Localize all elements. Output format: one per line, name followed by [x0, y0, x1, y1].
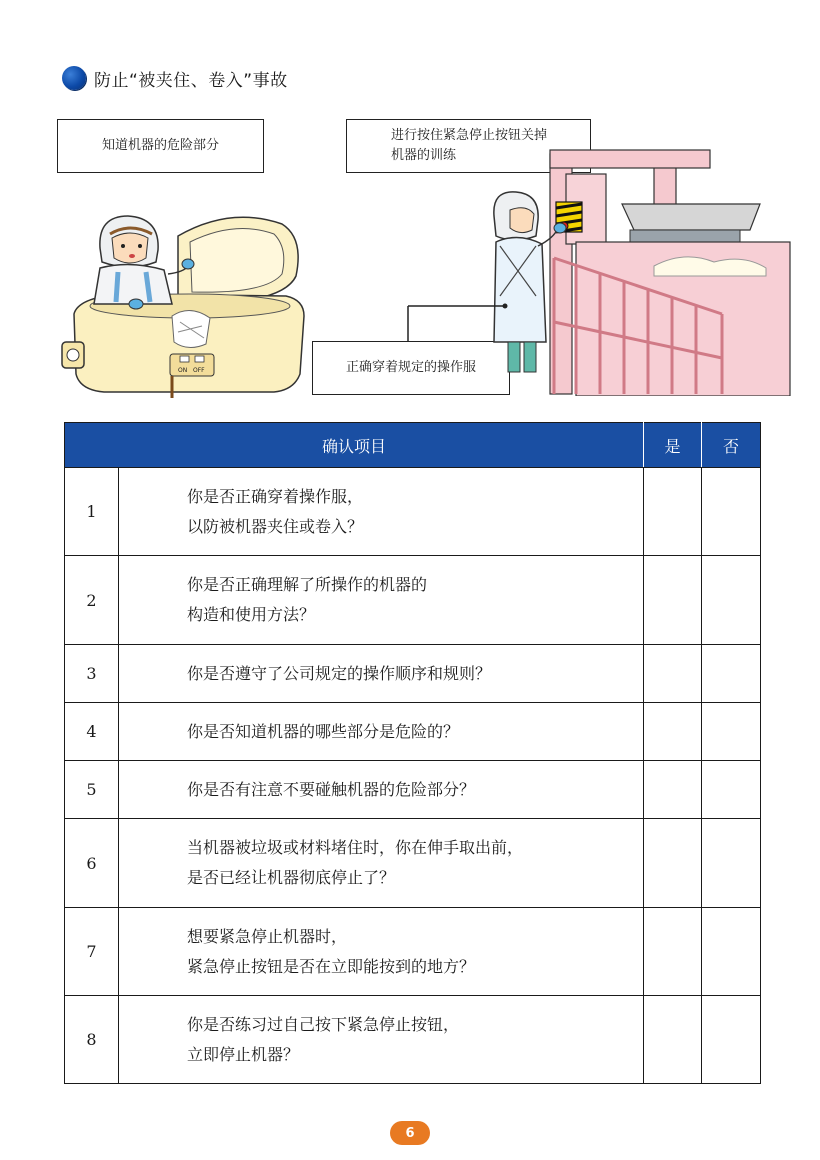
no-checkbox-cell[interactable]	[702, 819, 761, 908]
row-question	[119, 819, 644, 908]
yes-checkbox-cell[interactable]	[644, 556, 702, 645]
no-checkbox-cell[interactable]	[702, 703, 761, 761]
question-line: 以防被机器夹住或卷入？	[187, 516, 364, 536]
switch-off-label: OFF	[193, 367, 205, 374]
row-question	[119, 908, 644, 996]
table-row	[65, 819, 761, 908]
table-row	[65, 908, 761, 996]
callout-know-danger-text: 知道机器的危险部分	[101, 138, 219, 153]
row-number: 3	[65, 645, 119, 703]
question-line: 你是否遵守了公司规定的操作顺序和规则？	[187, 663, 492, 683]
question-line: 你是否知道机器的哪些部分是危险的？	[187, 721, 460, 741]
table-row	[65, 761, 761, 819]
row-number: 2	[65, 556, 119, 645]
question-line: 紧急停止按钮是否在立即能按到的地方？	[187, 956, 476, 976]
illustration-worker-machine	[60, 176, 310, 404]
question-line: 立即停止机器？	[187, 1044, 300, 1064]
yes-checkbox-cell[interactable]	[644, 468, 702, 556]
yes-checkbox-cell[interactable]	[644, 703, 702, 761]
yes-checkbox-cell[interactable]	[644, 819, 702, 908]
row-question	[119, 556, 644, 645]
bullet-circle-icon	[62, 66, 86, 90]
row-number: 6	[65, 819, 119, 908]
row-number: 8	[65, 996, 119, 1084]
question-line: 你是否练习过自己按下紧急停止按钮，	[187, 1014, 460, 1034]
question-line: 是否已经让机器彻底停止了？	[187, 868, 396, 887]
yes-checkbox-cell[interactable]	[644, 908, 702, 996]
illustration-emergency-stop-machine	[404, 146, 792, 396]
row-question	[119, 996, 644, 1084]
question-line: 你是否有注意不要碰触机器的危险部分？	[187, 779, 476, 799]
page-number-badge: 6	[390, 1121, 430, 1145]
row-number: 7	[65, 908, 119, 996]
section-title	[62, 64, 288, 92]
header-no: 否	[702, 423, 761, 468]
row-question	[119, 761, 644, 819]
callout-emergency-training-line1: 进行按住紧急停止按钮关掉	[391, 128, 548, 143]
row-question	[119, 645, 644, 703]
row-question	[119, 468, 644, 556]
table-row	[65, 645, 761, 703]
row-number: 1	[65, 468, 119, 556]
row-question	[119, 703, 644, 761]
callout-emergency-training-line2: 机器的训练	[391, 148, 457, 163]
callout-know-danger	[57, 119, 264, 173]
callout-uniform-text: 正确穿着规定的操作服	[345, 360, 476, 375]
switch-on-label: ON	[178, 367, 188, 374]
section-title-text: 防止“被夹住、卷入”事故	[94, 70, 288, 91]
no-checkbox-cell[interactable]	[702, 556, 761, 645]
row-number: 4	[65, 703, 119, 761]
header-confirm-item: 确认项目	[65, 423, 644, 468]
question-line: 你是否正确穿着操作服，	[187, 486, 364, 506]
table-row	[65, 703, 761, 761]
yes-checkbox-cell[interactable]	[644, 761, 702, 819]
question-line: 当机器被垃圾或材料堵住时，你在伸手取出前，	[187, 838, 524, 857]
header-yes: 是	[644, 423, 702, 468]
no-checkbox-cell[interactable]	[702, 996, 761, 1084]
no-checkbox-cell[interactable]	[702, 908, 761, 996]
table-row	[65, 468, 761, 556]
yes-checkbox-cell[interactable]	[644, 996, 702, 1084]
no-checkbox-cell[interactable]	[702, 761, 761, 819]
question-line: 想要紧急停止机器时，	[187, 926, 348, 946]
question-line: 构造和使用方法？	[187, 605, 316, 624]
no-checkbox-cell[interactable]	[702, 645, 761, 703]
table-row	[65, 996, 761, 1084]
no-checkbox-cell[interactable]	[702, 468, 761, 556]
question-line: 你是否正确理解了所操作的机器的	[187, 575, 428, 594]
yes-checkbox-cell[interactable]	[644, 645, 702, 703]
checklist-table	[64, 422, 761, 1084]
table-header-row	[65, 423, 761, 468]
row-number: 5	[65, 761, 119, 819]
table-row	[65, 556, 761, 645]
